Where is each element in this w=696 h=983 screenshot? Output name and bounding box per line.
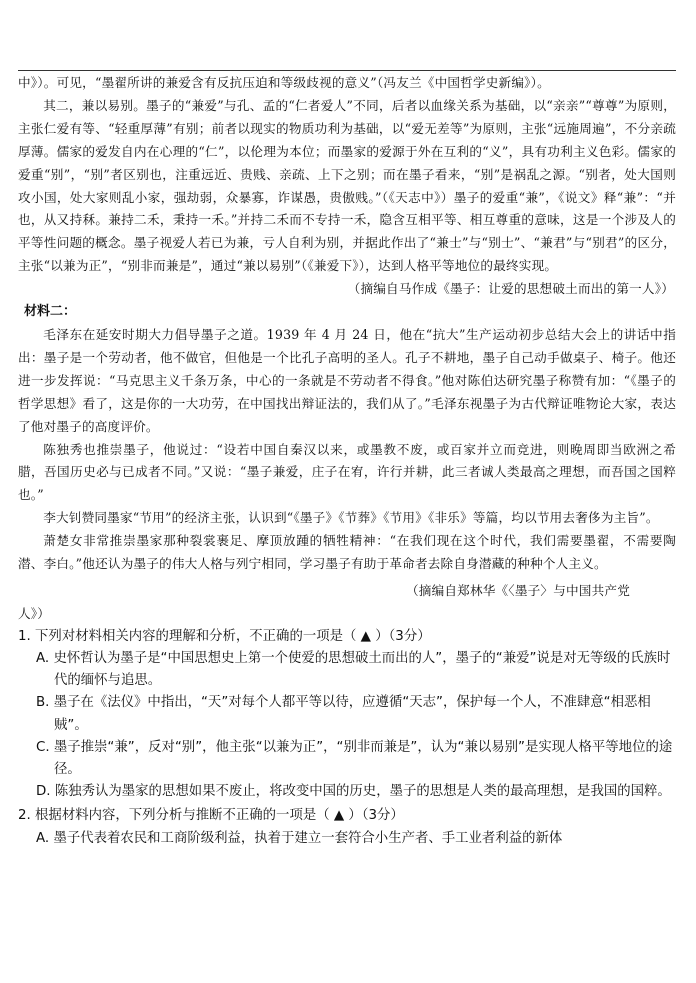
question-1-option-c[interactable]: C. 墨子推崇“兼”，反对“别”，他主张“以兼为正”，“别非而兼是”，认为“兼以易别”是实现人格平等地位的途径。 (36, 739, 673, 777)
material-1-paragraph-2: 其二，兼以易别。墨子的“兼爱”与孔、孟的“仁者爱人”不同，后者以血缘关系为基础，以“亲亲”“尊尊”为原则，主张仁爱有等、“轻重厚薄”有别；前者以现实的物质功利为基础，以“爱无差等”为原则，主张“远施周遍”，不分亲疏厚薄。儒家的爱发自内在心理的“仁”，以伦理为本位；而墨家的爱源于外在互利的“义”，具有功利主义色彩。儒家的爱重“别”，“别”者区别也，注重远近、贵贱、亲疏、上下之别；而在墨子看来，“别”是祸乱之源。“别者，处大国则攻小国，处大家则乱小家，强劫弱，众暴寡，诈谋愚，贵傲贱。”（《天志中》）墨子的爱重“兼”，《说文》释“兼”：“并也，从又持秝。兼持二禾，秉持一禾。”并持二禾而不专持一禾，隐含互相平等、相互尊重的意味，这是一个涉及人的平等性问题的概念。墨子视爱人若已为兼，亏人自利为别，并据此作出了“兼士”与“别士”、“兼君”与“别君”的区分，主张“以兼为正”，“别非而兼是”，通过“兼以易别”（《兼爱下》），达到人格平等地位的最终实现。 (18, 97, 676, 274)
material-1-section (18, 72, 676, 301)
question-1-option-d[interactable]: D. 陈独秀认为墨家的思想如果不废止，将改变中国的历史，墨子的思想是人类的最高理想，是我国的国粹。 (36, 784, 671, 800)
question-2 (18, 805, 676, 849)
question-2-option-a[interactable]: A. 墨子代表着农民和工商阶级利益，执着于建立一套符合小生产者、手工业者利益的新体 (36, 830, 563, 846)
question-2-stem: 2. 根据材料内容，下列分析与推断不正确的一项是（ ▲ ）（3分） (18, 808, 404, 824)
material-2-paragraph-2: 陈独秀也推崇墨子，他说过：“设若中国自秦汉以来，或墨教不废，或百家并立而竞进，则晚周即当欧洲之希腊，吾国历史必与已成者不同。”又说：“墨子兼爱，庄子在宥，许行并耕，此三者诚人类最高之理想，而吾国之国粹也。” (18, 441, 676, 503)
material-2-paragraph-3: 李大钊赞同墨家“节用”的经济主张，认识到“《墨子》《节葬》《节用》《非乐》等篇，均以节用去奢侈为主旨”。 (43, 510, 659, 526)
material-2-source-line-2: 人》） (18, 605, 51, 621)
material-1-source: （摘编自马作成《墨子：让爱的思想破土而出的第一人》） (347, 281, 674, 297)
question-1-stem: 1. 下列对材料相关内容的理解和分析，不正确的一项是（ ▲ ）（3分） (18, 628, 431, 644)
material-1-paragraph-continued: 中》）。可见，“墨翟所讲的兼爱含有反抗压迫和等级歧视的意义”（冯友兰《中国哲学史新编》）。 (18, 75, 550, 90)
page-content (18, 72, 676, 850)
material-2-heading: 材料二： (24, 304, 77, 320)
material-2-section (18, 301, 676, 626)
header-rule (18, 70, 676, 71)
question-1-option-b[interactable]: B. 墨子在《法仪》中指出，“天”对每个人都平等以待，应遵循“天志”，保护每一个人，不准肆意“相恶相贼”。 (36, 695, 651, 733)
question-1-option-a[interactable]: A. 史怀哲认为墨子是“中国思想史上第一个使爱的思想破土而出的人”，墨子的“兼爱”说是对无等级的氏族时代的缅怀与追思。 (36, 650, 671, 689)
question-1 (18, 626, 676, 804)
material-2-paragraph-4: 萧楚女非常推崇墨家那种裂裳裹足、摩顶放踵的牺牲精神：“在我们现在这个时代，我们需要墨翟，不需要陶潜、李白。”他还认为墨子的伟大人格与列宁相同，学习墨子有助于革命者去除自身潜藏的种种个人主义。 (18, 533, 676, 572)
material-2-source-line-1: （摘编自郑林华《〈墨子〉与中国共产党 (406, 582, 630, 598)
material-2-paragraph-1: 毛泽东在延安时期大力倡导墨子之道。1939 年 4 月 24 日，他在“抗大”生产运动初步总结大会上的讲话中指出：墨子是一个劳动者，他不做官，但他是一个比孔子高明的圣人。孔子不耕地，墨子自己动手做桌子、椅子。他还进一步发挥说：“马克思主义千条万条，中心的一条就是不劳动者不得食。”他对陈伯达研究墨子称赞有加：“《墨子的哲学思想》看了，这是你的一大功劳，在中国找出辩证法的，我们从了。”毛泽东视墨子为古代辩证唯物论大家，表达了他对墨子的高度评价。 (18, 326, 676, 434)
